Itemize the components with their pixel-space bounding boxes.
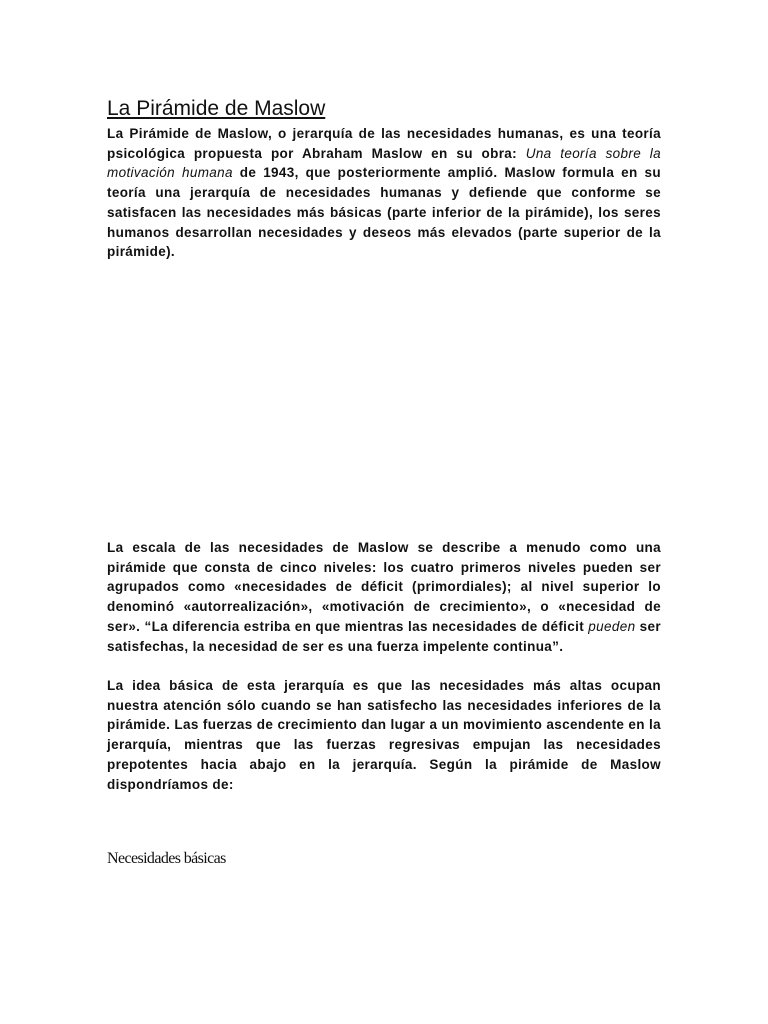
intro-text-end: de 1943, que posteriormente amplió. Maslow formula en su teoría una jerarquía de necesidades humanas y defiende que conforme se satisfacen las necesidades más básicas (parte inferior de la pirámide), los seres humanos desarrollan necesidades y deseos más elevados (parte superior de la pirámide). bbox=[107, 165, 661, 260]
page-title: La Pirámide de Maslow bbox=[107, 97, 326, 120]
intro-text-start: La Pirámide de Maslow, o jerarquía de las necesidades humanas, es una teoría psicológica propuesta por Abraham Maslow en su obra: bbox=[107, 126, 661, 161]
scale-paragraph bbox=[107, 538, 661, 656]
basic-idea-paragraph: La idea básica de esta jerarquía es que las necesidades más altas ocupan nuestra atención sólo cuando se han satisfecho las necesidades inferiores de la pirámide. Las fuerzas de crecimiento dan lugar a un movimiento ascendente en la jerarquía, mientras que las fuerzas regresivas empujan las necesidades prepotentes hacia abajo en la jerarquía. Según la pirámide de Maslow dispondríamos de: bbox=[107, 678, 661, 792]
emphasis-pueden: pueden bbox=[588, 618, 636, 634]
scale-text-end: ser satisfechas, la necesidad de ser es una fuerza impelente continua”. bbox=[107, 618, 662, 654]
section-subheading: Necesidades básicas bbox=[107, 850, 226, 867]
intro-paragraph bbox=[107, 124, 661, 262]
scale-text-start: La escala de las necesidades de Maslow se describe a menudo como una pirámide que consta de cinco niveles: los cuatro primeros niveles pueden ser agrupados como «necesidades de déficit (primordiales); al nivel superior lo denominó «autorrealización», «motivación de crecimiento», o «necesidad de ser». “La diferencia estriba en que mientras las necesidades de déficit bbox=[107, 540, 661, 634]
book-title: Una teoría sobre la motivación humana bbox=[107, 145, 661, 181]
